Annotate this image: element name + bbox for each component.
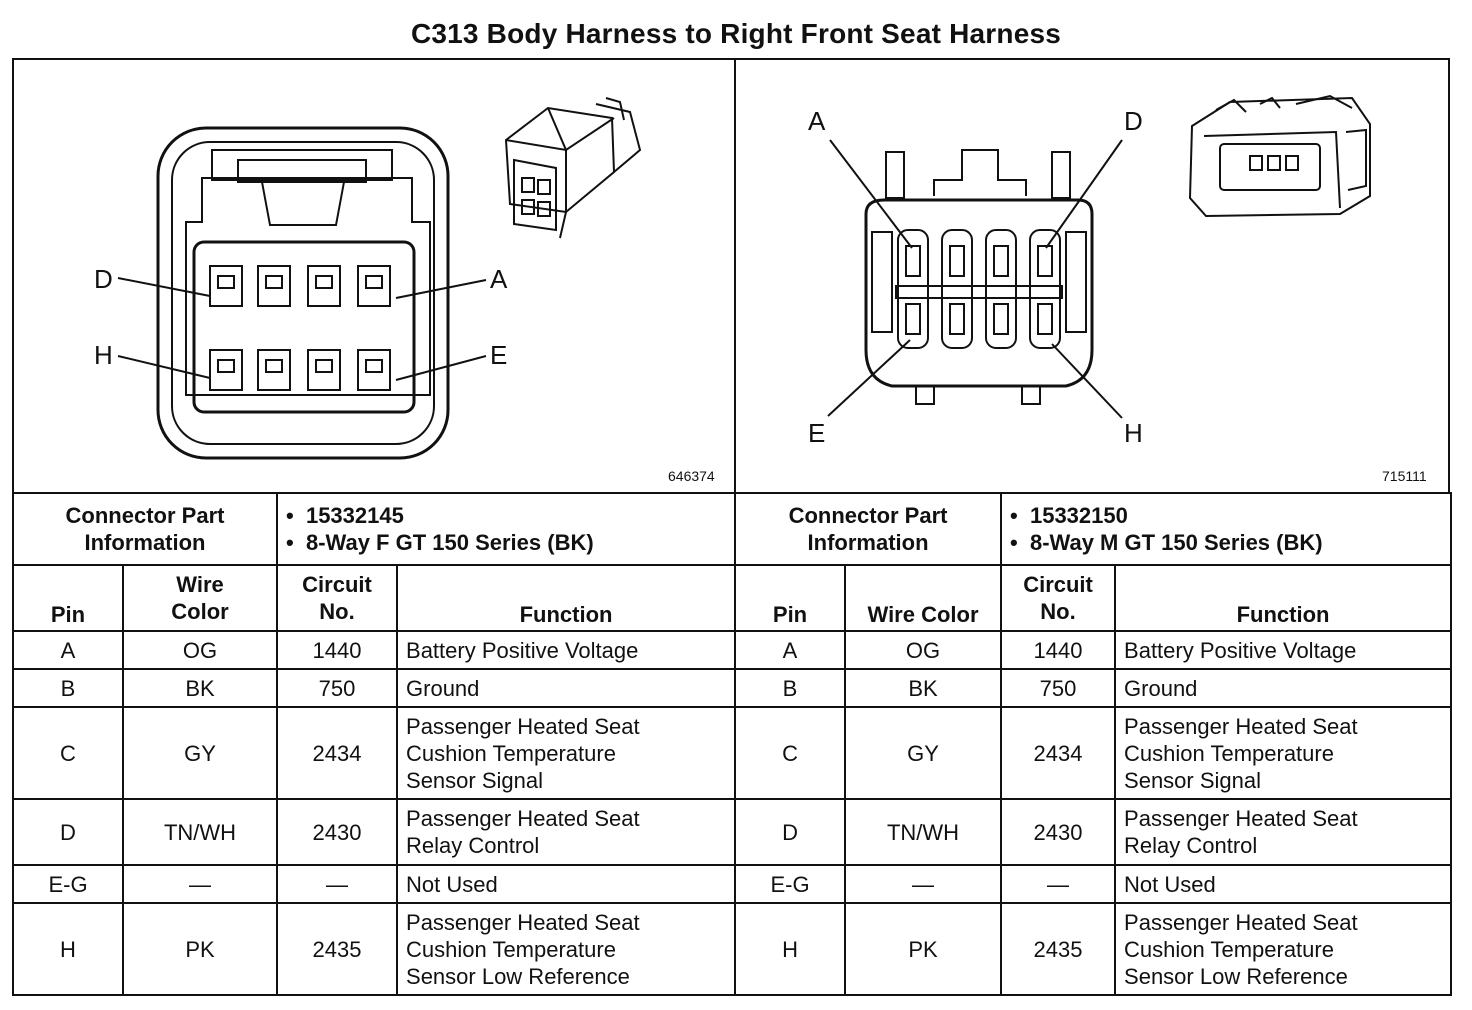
right-header-wire-color: Wire Color: [845, 565, 1001, 631]
pin-callouts: [0, 0, 1472, 500]
left-pin-label-e: E: [490, 340, 508, 370]
table-row: [13, 669, 1451, 707]
table-row: [13, 631, 1451, 669]
left-function: Not Used: [397, 865, 735, 903]
left-pin: C: [13, 707, 123, 799]
right-circuit: 2434: [1001, 707, 1115, 799]
left-part-info-label: Connector Part Information: [13, 493, 277, 565]
right-circuit: 2435: [1001, 903, 1115, 995]
left-function: Passenger Heated Seat Cushion Temperature Sensor Signal: [397, 707, 735, 799]
left-header-pin: Pin: [13, 565, 123, 631]
right-pin: D: [735, 799, 845, 865]
left-wire-color: PK: [123, 903, 277, 995]
right-wire-color: PK: [845, 903, 1001, 995]
left-circuit: 2435: [277, 903, 397, 995]
right-pin-label-d: D: [1124, 106, 1143, 136]
right-pin: E-G: [735, 865, 845, 903]
left-wire-color: GY: [123, 707, 277, 799]
left-pin-label-h: H: [94, 340, 113, 370]
right-pin-label-h: H: [1124, 418, 1143, 448]
left-wire-color: BK: [123, 669, 277, 707]
table-row: [13, 799, 1451, 865]
right-circuit: 2430: [1001, 799, 1115, 865]
right-function: Passenger Heated Seat Relay Control: [1115, 799, 1451, 865]
right-pin: A: [735, 631, 845, 669]
left-wire-color: —: [123, 865, 277, 903]
left-header-circuit: Circuit No.: [277, 565, 397, 631]
left-wire-color: OG: [123, 631, 277, 669]
right-wire-color: OG: [845, 631, 1001, 669]
right-function: Not Used: [1115, 865, 1451, 903]
left-function: Battery Positive Voltage: [397, 631, 735, 669]
left-circuit: 2434: [277, 707, 397, 799]
left-header-function: Function: [397, 565, 735, 631]
right-circuit: 750: [1001, 669, 1115, 707]
header-row: [13, 565, 1451, 631]
left-figure-id: 646374: [668, 468, 715, 484]
pinout-table: [12, 492, 1452, 996]
right-function: Passenger Heated Seat Cushion Temperature Sensor Signal: [1115, 707, 1451, 799]
right-circuit: —: [1001, 865, 1115, 903]
right-header-pin: Pin: [735, 565, 845, 631]
table-row: [13, 707, 1451, 799]
right-function: Ground: [1115, 669, 1451, 707]
left-circuit: —: [277, 865, 397, 903]
left-pin: E-G: [13, 865, 123, 903]
right-pin-label-e: E: [808, 418, 826, 448]
left-part-numbers: • 15332145 • 8-Way F GT 150 Series (BK): [277, 493, 735, 565]
left-function: Ground: [397, 669, 735, 707]
right-header-circuit: Circuit No.: [1001, 565, 1115, 631]
page-title: C313 Body Harness to Right Front Seat Harness: [410, 18, 1062, 49]
left-header-wire-color: Wire Color: [123, 565, 277, 631]
left-pin: H: [13, 903, 123, 995]
table-row: [13, 903, 1451, 995]
right-wire-color: BK: [845, 669, 1001, 707]
right-wire-color: —: [845, 865, 1001, 903]
right-pin-label-a: A: [808, 106, 826, 136]
right-part-info-label: Connector Part Information: [735, 493, 1001, 565]
left-circuit: 1440: [277, 631, 397, 669]
right-pin: C: [735, 707, 845, 799]
left-wire-color: TN/WH: [123, 799, 277, 865]
right-function: Battery Positive Voltage: [1115, 631, 1451, 669]
right-pin: B: [735, 669, 845, 707]
right-wire-color: GY: [845, 707, 1001, 799]
right-part-numbers: • 15332150 • 8-Way M GT 150 Series (BK): [1001, 493, 1451, 565]
right-wire-color: TN/WH: [845, 799, 1001, 865]
left-function: Passenger Heated Seat Relay Control: [397, 799, 735, 865]
part-info-row: [13, 493, 1451, 565]
table-row: [13, 865, 1451, 903]
right-function: Passenger Heated Seat Cushion Temperature Sensor Low Reference: [1115, 903, 1451, 995]
left-pin: D: [13, 799, 123, 865]
left-circuit: 2430: [277, 799, 397, 865]
left-pin: A: [13, 631, 123, 669]
right-figure-id: 715111: [1382, 468, 1427, 484]
left-pin: B: [13, 669, 123, 707]
right-circuit: 1440: [1001, 631, 1115, 669]
right-pin: H: [735, 903, 845, 995]
left-function: Passenger Heated Seat Cushion Temperature Sensor Low Reference: [397, 903, 735, 995]
left-pin-label-a: A: [490, 264, 508, 294]
left-circuit: 750: [277, 669, 397, 707]
right-header-function: Function: [1115, 565, 1451, 631]
left-pin-label-d: D: [94, 264, 113, 294]
